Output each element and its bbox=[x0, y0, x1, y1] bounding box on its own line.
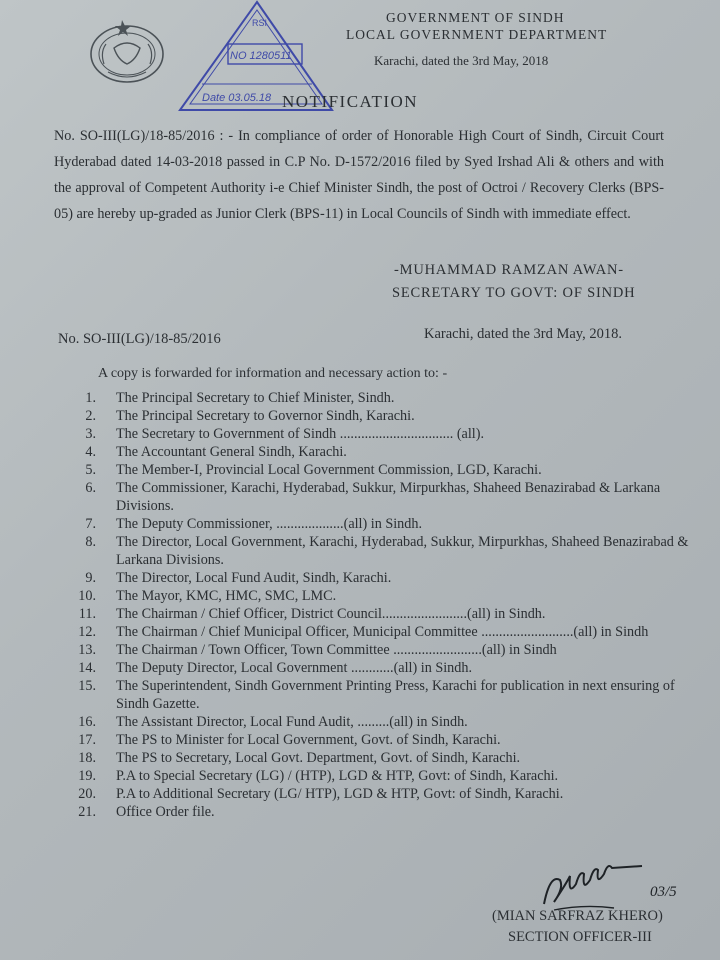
list-item bbox=[70, 731, 690, 749]
list-item bbox=[70, 605, 690, 623]
list-item-text: The Secretary to Government of Sindh ................................ (all). bbox=[116, 426, 485, 442]
list-item-text: The PS to Minister for Local Government, Govt. of Sindh, Karachi. bbox=[116, 732, 501, 748]
signatory-designation: SECRETARY TO GOVT: OF SINDH bbox=[392, 285, 636, 301]
list-item-text: The PS to Secretary, Local Govt. Department, Govt. of Sindh, Karachi. bbox=[116, 750, 521, 766]
list-item-text: The Chairman / Chief Municipal Officer, Municipal Committee ..........................(all) in Sindh bbox=[116, 624, 649, 640]
list-item bbox=[70, 677, 690, 713]
list-item-text: The Member-I, Provincial Local Government Commission, LGD, Karachi. bbox=[116, 462, 542, 478]
list-item bbox=[70, 533, 690, 569]
copy-date: Karachi, dated the 3rd May, 2018. bbox=[424, 326, 622, 342]
list-item bbox=[70, 803, 690, 821]
signatory-name: -MUHAMMAD RAMZAN AWAN- bbox=[394, 262, 624, 278]
list-item bbox=[70, 623, 690, 641]
list-item-number: 15. bbox=[78, 678, 96, 694]
section-officer-designation: SECTION OFFICER-III bbox=[508, 929, 652, 945]
list-item-number: 2. bbox=[85, 408, 96, 424]
list-item bbox=[70, 515, 690, 533]
list-item-text: The Chairman / Chief Officer, District Council........................(all) in Sindh. bbox=[116, 606, 546, 622]
copy-intro: A copy is forwarded for information and necessary action to: - bbox=[98, 366, 448, 381]
list-item bbox=[70, 749, 690, 767]
list-item-number: 20. bbox=[78, 786, 96, 802]
list-item-number: 12. bbox=[78, 624, 96, 640]
list-item-number: 6. bbox=[85, 480, 96, 496]
notification-paragraph: No. SO-III(LG)/18-85/2016 : - In compliance of order of Honorable High Court of Sindh, Circuit Court Hyderabad dated 14-03-2018 passed in C.P No. D-1572/2016 filed by Syed Irshad Ali & others and with the approval of Competent Authority i-e Chief Minister Sindh, the post of Octroi / Recovery Clerks (BPS-05) are hereby up-graded as Junior Clerk (BPS-11) in Local Councils of Sindh with immediate effect. bbox=[54, 128, 664, 222]
list-item-number: 16. bbox=[78, 714, 96, 730]
list-item-text: Office Order file. bbox=[116, 804, 215, 820]
list-item bbox=[70, 659, 690, 677]
header-government: GOVERNMENT OF SINDH bbox=[386, 10, 565, 25]
list-item-number: 13. bbox=[78, 642, 96, 658]
list-item-number: 17. bbox=[78, 732, 96, 748]
list-item bbox=[70, 569, 690, 587]
list-item-text: The Chairman / Town Officer, Town Committee .........................(all) in Sindh bbox=[116, 642, 557, 658]
list-item-text: The Superintendent, Sindh Government Printing Press, Karachi for publication in next ensuring of Sindh Gazette. bbox=[116, 678, 675, 712]
list-item-number: 14. bbox=[78, 660, 96, 676]
stamp-header-text: RSI bbox=[252, 18, 268, 28]
list-item-number: 3. bbox=[85, 426, 96, 442]
list-item-text: The Commissioner, Karachi, Hyderabad, Sukkur, Mirpurkhas, Shaheed Benazirabad & Larkana Divisions. bbox=[116, 480, 661, 514]
list-item-text: The Mayor, KMC, HMC, SMC, LMC. bbox=[116, 588, 337, 604]
list-item bbox=[70, 461, 690, 479]
list-item-number: 11. bbox=[78, 606, 96, 622]
list-item bbox=[70, 443, 690, 461]
list-item-number: 21. bbox=[78, 804, 96, 820]
list-item-text: The Accountant General Sindh, Karachi. bbox=[116, 444, 347, 460]
list-item-text: The Deputy Commissioner, ...................(all) in Sindh. bbox=[116, 516, 423, 532]
list-item-text: The Principal Secretary to Governor Sindh, Karachi. bbox=[116, 408, 415, 424]
list-item-number: 4. bbox=[85, 444, 96, 460]
government-of-sindh-emblem-icon bbox=[84, 14, 170, 88]
header-date: Karachi, dated the 3rd May, 2018 bbox=[374, 53, 549, 68]
list-item-number: 10. bbox=[78, 588, 96, 604]
list-item-number: 19. bbox=[78, 768, 96, 784]
list-item-text: The Director, Local Fund Audit, Sindh, Karachi. bbox=[116, 570, 392, 586]
list-item-number: 18. bbox=[78, 750, 96, 766]
copy-reference-number: No. SO-III(LG)/18-85/2016 bbox=[58, 331, 221, 347]
list-item bbox=[70, 407, 690, 425]
document-title: NOTIFICATION bbox=[282, 92, 419, 111]
list-item-number: 9. bbox=[85, 570, 96, 586]
stamp-number: NO 1280511 bbox=[230, 50, 292, 62]
signature-date: 03/5 bbox=[650, 884, 677, 900]
list-item-text: P.A to Special Secretary (LG) / (HTP), LGD & HTP, Govt: of Sindh, Karachi. bbox=[116, 768, 559, 784]
list-item-number: 8. bbox=[85, 534, 96, 550]
section-officer-name: (MIAN SARFRAZ KHERO) bbox=[492, 908, 663, 924]
list-item-text: The Principal Secretary to Chief Minister, Sindh. bbox=[116, 390, 395, 406]
header-department: LOCAL GOVERNMENT DEPARTMENT bbox=[346, 27, 608, 42]
stamp-date: Date 03.05.18 bbox=[202, 92, 272, 104]
list-item bbox=[70, 641, 690, 659]
list-item-text: P.A to Additional Secretary (LG/ HTP), LGD & HTP, Govt: of Sindh, Karachi. bbox=[116, 786, 564, 802]
list-item-text: The Deputy Director, Local Government ............(all) in Sindh. bbox=[116, 660, 472, 676]
list-item-number: 5. bbox=[85, 462, 96, 478]
list-item-number: 7. bbox=[85, 516, 96, 532]
list-item bbox=[70, 425, 690, 443]
list-item bbox=[70, 479, 690, 515]
list-item bbox=[70, 713, 690, 731]
list-item bbox=[70, 587, 690, 605]
list-item-text: The Assistant Director, Local Fund Audit, .........(all) in Sindh. bbox=[116, 714, 468, 730]
list-item bbox=[70, 785, 690, 803]
list-item-text: The Director, Local Government, Karachi, Hyderabad, Sukkur, Mirpurkhas, Shaheed Benazirabad & Larkana Divisions. bbox=[116, 534, 689, 568]
list-item bbox=[70, 389, 690, 407]
list-item bbox=[70, 767, 690, 785]
distribution-list bbox=[70, 389, 690, 821]
list-item-number: 1. bbox=[85, 390, 96, 406]
